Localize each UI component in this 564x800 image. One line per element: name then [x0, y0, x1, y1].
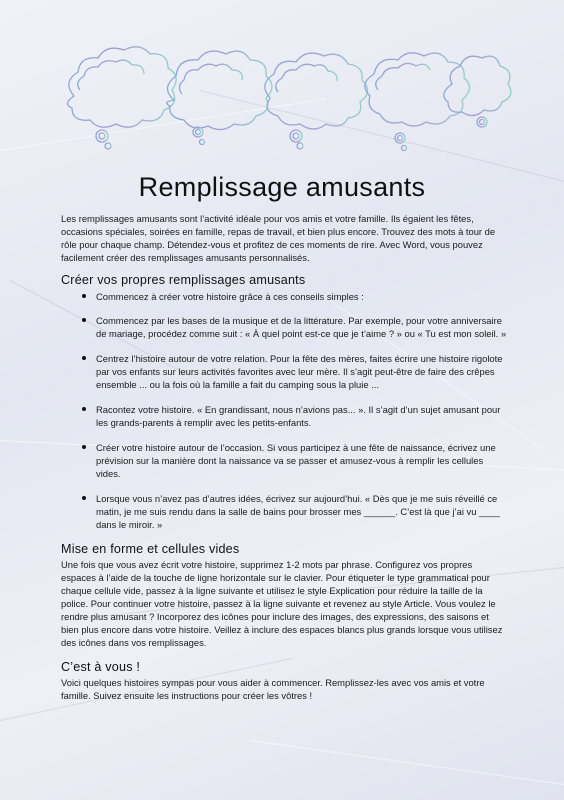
bullet-icon — [82, 294, 86, 298]
list-item: Créer votre histoire autour de l’occasion. Si vous participez à une fête de naissance, écrivez une prévision sur la manière dont la naissance va se passer et amusez-vous à remplir les cellules vides. — [61, 441, 509, 480]
formatting-paragraph: Une fois que vous avez écrit votre histoire, supprimez 1-2 mots par phrase. Configurez vos propres espaces à l’aide de la touche de ligne horizontale sur le clavier. Pour étiqueter le type grammatical pour chaque cellule vide, passez à la ligne suivante et utilisez le style Explication pour réduire la taille de la police. Pour continuer votre histoire, passez à la ligne suivante et revenez au style Article. Vous voulez le rendre plus amusant ? Incorporez des icônes pour inclure des images, des expressions, des saisons et bien plus encore dans votre histoire. Veillez à inclure des espaces blancs plus grands lorsque vous utilisez des icônes dans vos remplissages. — [61, 559, 503, 648]
bullet-icon — [82, 496, 86, 500]
cloud-bubble-3 — [265, 53, 368, 129]
list-item: Lorsque vous n’avez pas d’autres idées, écrivez sur aujourd’hui. « Dès que je me suis réveillé ce matin, je me suis rendu dans la salle de bains pour brosser mes ______. C’est là que j’ai vu ____ dans le miroir. » — [61, 492, 509, 531]
document-body — [61, 212, 509, 702]
section-heading-create: Créer vos propres remplissages amusants — [61, 273, 306, 287]
section-heading-formatting: Mise en forme et cellules vides — [61, 542, 240, 556]
list-item: Commencez par les bases de la musique et de la littérature. Par exemple, pour votre anniversaire de mariage, procédez comme suit : « À quel point est-ce que je t’aime ? » ou « Tu est mon soleil. » — [61, 314, 509, 340]
page-title: Remplissage amusants — [138, 172, 426, 202]
bullet-icon — [82, 407, 86, 411]
cloud-bubble-2 — [167, 51, 272, 129]
cloud-bubble-4 — [365, 53, 470, 126]
list-item: Racontez votre histoire. « En grandissant, nous n’avions pas... ». Il s’agit d’un sujet amusant pour les grands-parents à remplir avec les petits-enfants. — [61, 403, 509, 429]
list-item: Commencez à créer votre histoire grâce à ces conseils simples : — [61, 290, 509, 303]
your-turn-paragraph: Voici quelques histoires sympas pour vous aider à commencer. Remplissez-les avec vos amis et votre famille. Suivez ensuite les instructions pour créer les vôtres ! — [61, 677, 485, 701]
section-heading-your-turn: C’est à vous ! — [61, 660, 141, 674]
thought-tail-dots — [96, 117, 487, 151]
bullet-icon — [82, 318, 86, 322]
cloud-bubble-1 — [67, 47, 176, 127]
thought-bubbles-illustration — [56, 38, 516, 158]
bullet-icon — [82, 356, 86, 360]
cloud-bubble-5 — [444, 56, 511, 115]
intro-paragraph: Les remplissages amusants sont l’activité idéale pour vos amis et votre famille. Ils égaient les fêtes, occasions spéciales, soirées en famille, repas de travail, et bien plus encore. Trouvez des mots à tour de rôle pour chaque champ. Détendez-vous et profitez de ces moments de rire. Avec Word, vous pouvez facilement créer des remplissages amusants personnalisés. — [61, 213, 496, 263]
bullet-icon — [82, 445, 86, 449]
list-item: Centrez l’histoire autour de votre relation. Pour la fête des mères, faites écrire une histoire rigolote par vos enfants sur leurs activités favorites avec leur mère. Il s’agit peut-être de faire des crêpes ensemble ... ou la fois où la famille a fait du camping sous la pluie ... — [61, 352, 509, 391]
tips-list — [61, 290, 509, 531]
